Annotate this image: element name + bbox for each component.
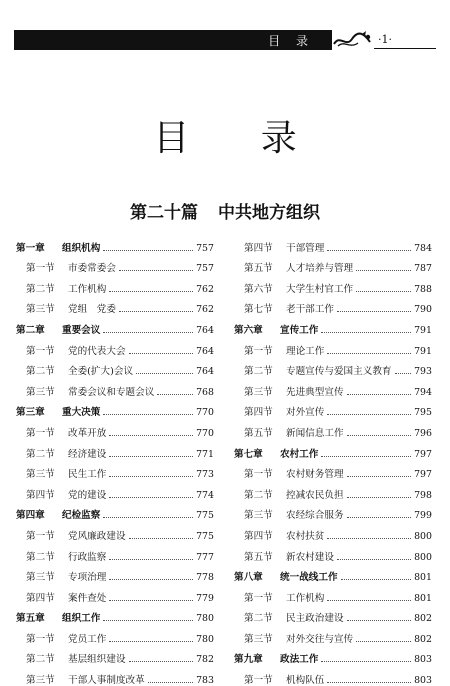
- dot-leader: [337, 311, 411, 312]
- toc-section-entry: [16, 336, 214, 357]
- entry-page: 787: [414, 263, 432, 275]
- entry-number: 第三节: [244, 510, 273, 522]
- entry-title: 控减农民负担: [286, 489, 344, 501]
- toc-section-entry: [16, 563, 214, 584]
- dot-leader: [347, 435, 412, 436]
- running-header: [14, 30, 436, 50]
- entry-number: 第四节: [26, 592, 55, 604]
- entry-page: 764: [196, 324, 214, 336]
- entry-number: 第一节: [244, 469, 273, 481]
- entry-number: 第三节: [26, 675, 55, 686]
- dot-leader: [327, 682, 411, 683]
- entry-number: 第三节: [26, 469, 55, 481]
- dot-leader: [321, 332, 411, 333]
- dot-leader: [337, 559, 411, 560]
- toc-chapter-entry: [16, 233, 214, 254]
- dot-leader: [129, 353, 194, 354]
- entry-page: 779: [196, 592, 214, 604]
- entry-number: 第四节: [244, 530, 273, 542]
- toc-section-entry: [16, 439, 214, 460]
- entry-page: 775: [196, 510, 214, 522]
- entry-title: 组织工作: [62, 613, 101, 625]
- entry-title: 经济建设: [68, 448, 107, 460]
- entry-title: 案件查处: [68, 592, 107, 604]
- entry-page: 770: [196, 407, 214, 419]
- entry-title: 重大决策: [62, 407, 101, 419]
- toc-section-entry: [234, 254, 432, 275]
- entry-number: 第一节: [244, 345, 273, 357]
- entry-number: 第五节: [244, 263, 273, 275]
- entry-number: 第八章: [234, 572, 263, 584]
- toc-chapter-entry: [234, 315, 432, 336]
- entry-title: 大学生村官工作: [286, 283, 354, 295]
- entry-title: 党风廉政建设: [68, 530, 126, 542]
- entry-page: 802: [414, 633, 432, 645]
- toc-section-entry: [234, 624, 432, 645]
- entry-title: 专题宣传与爱国主义教育: [286, 366, 392, 378]
- dot-leader: [119, 270, 193, 271]
- toc-section-entry: [16, 542, 214, 563]
- toc-section-entry: [234, 377, 432, 398]
- entry-page: 793: [414, 366, 432, 378]
- entry-page: 790: [414, 304, 432, 316]
- entry-title: 对外交往与宣传: [286, 633, 354, 645]
- toc-chapter-entry: [16, 398, 214, 419]
- dot-leader: [356, 291, 411, 292]
- toc-section-entry: [16, 645, 214, 666]
- toc-section-entry: [234, 665, 432, 686]
- toc-section-entry: [234, 604, 432, 625]
- entry-page: 803: [414, 654, 432, 666]
- toc-chapter-entry: [16, 604, 214, 625]
- entry-page: 762: [196, 283, 214, 295]
- toc-section-entry: [16, 295, 214, 316]
- entry-title: 改革开放: [68, 427, 107, 439]
- page-number: ·1·: [378, 33, 392, 46]
- dot-leader: [395, 373, 412, 374]
- entry-page: 783: [196, 675, 214, 686]
- entry-title: 党的建设: [68, 489, 107, 501]
- dot-leader: [157, 394, 193, 395]
- toc-section-entry: [234, 501, 432, 522]
- entry-page: 757: [196, 242, 214, 254]
- entry-title: 民生工作: [68, 469, 107, 481]
- entry-title: 工作机构: [286, 592, 325, 604]
- entry-page: 770: [196, 427, 214, 439]
- entry-number: 第七章: [234, 448, 263, 460]
- entry-number: 第二节: [26, 283, 55, 295]
- toc-section-entry: [16, 357, 214, 378]
- entry-title: 基层组织建设: [68, 654, 126, 666]
- dot-leader: [347, 497, 412, 498]
- entry-title: 民主政治建设: [286, 613, 344, 625]
- entry-title: 工作机构: [68, 283, 107, 295]
- toc-section-entry: [16, 624, 214, 645]
- entry-number: 第六章: [234, 324, 263, 336]
- entry-number: 第一节: [26, 633, 55, 645]
- entry-title: 对外宣传: [286, 407, 325, 419]
- toc-section-entry: [234, 357, 432, 378]
- page-title: 目 录: [153, 118, 327, 159]
- entry-page: 773: [196, 469, 214, 481]
- entry-page: 800: [414, 530, 432, 542]
- entry-page: 802: [414, 613, 432, 625]
- entry-number: 第四章: [16, 510, 45, 522]
- entry-number: 第一节: [26, 427, 55, 439]
- entry-page: 796: [414, 427, 432, 439]
- toc-section-entry: [234, 521, 432, 542]
- entry-number: 第五章: [16, 613, 45, 625]
- entry-page: 799: [414, 510, 432, 522]
- toc-section-entry: [234, 274, 432, 295]
- entry-title: 新闻信息工作: [286, 427, 344, 439]
- toc-section-entry: [234, 542, 432, 563]
- entry-title: 农村扶贫: [286, 530, 325, 542]
- part-title: 第二十篇 中共地方组织: [130, 203, 320, 223]
- entry-page: 778: [196, 572, 214, 584]
- dot-leader: [109, 497, 193, 498]
- entry-page: 803: [414, 675, 432, 686]
- entry-title: 统一战线工作: [280, 572, 338, 584]
- dot-leader: [321, 456, 411, 457]
- entry-page: 797: [414, 469, 432, 481]
- entry-title: 全委(扩大)会议: [68, 366, 134, 378]
- toc-section-entry: [234, 336, 432, 357]
- entry-page: 788: [414, 283, 432, 295]
- dot-leader: [347, 476, 412, 477]
- toc-section-entry: [234, 583, 432, 604]
- entry-number: 第三节: [244, 386, 273, 398]
- entry-page: 784: [414, 242, 432, 254]
- entry-title: 专项治理: [68, 572, 107, 584]
- dot-leader: [109, 456, 193, 457]
- dot-leader: [356, 641, 411, 642]
- entry-page: 780: [196, 613, 214, 625]
- entry-title: 市委常委会: [68, 263, 116, 275]
- entry-number: 第四节: [26, 489, 55, 501]
- dot-leader: [103, 250, 193, 251]
- entry-number: 第一节: [26, 263, 55, 275]
- entry-number: 第六节: [244, 283, 273, 295]
- entry-number: 第三节: [26, 304, 55, 316]
- entry-number: 第一节: [26, 530, 55, 542]
- entry-title: 党的代表大会: [68, 345, 126, 357]
- entry-page: 777: [196, 551, 214, 563]
- entry-title: 农村财务管理: [286, 469, 344, 481]
- entry-number: 第一节: [244, 675, 273, 686]
- dot-leader: [109, 476, 193, 477]
- entry-page: 795: [414, 407, 432, 419]
- dot-leader: [109, 579, 193, 580]
- entry-number: 第三节: [244, 633, 273, 645]
- entry-number: 第二节: [26, 448, 55, 460]
- header-bar: [14, 30, 332, 50]
- entry-page: 762: [196, 304, 214, 316]
- toc-section-entry: [234, 295, 432, 316]
- entry-page: 791: [414, 345, 432, 357]
- toc-column-right: [234, 233, 432, 686]
- entry-page: 757: [196, 263, 214, 275]
- toc-section-entry: [16, 480, 214, 501]
- entry-page: 800: [414, 551, 432, 563]
- header-rule: [374, 48, 436, 49]
- dot-leader: [347, 394, 412, 395]
- dot-leader: [119, 311, 193, 312]
- toc-section-entry: [16, 274, 214, 295]
- dot-leader: [109, 435, 193, 436]
- toc-chapter-entry: [234, 439, 432, 460]
- entry-number: 第五节: [244, 427, 273, 439]
- entry-title: 常委会议和专题会议: [68, 386, 155, 398]
- dot-leader: [341, 579, 412, 580]
- entry-number: 第三章: [16, 407, 45, 419]
- dot-leader: [103, 620, 193, 621]
- toc-chapter-entry: [234, 563, 432, 584]
- dot-leader: [327, 538, 411, 539]
- toc-section-entry: [234, 398, 432, 419]
- entry-number: 第二节: [26, 654, 55, 666]
- dot-leader: [129, 538, 194, 539]
- toc-section-entry: [16, 377, 214, 398]
- dot-leader: [109, 600, 193, 601]
- entry-title: 组织机构: [62, 242, 101, 254]
- entry-number: 第一章: [16, 242, 45, 254]
- entry-page: 794: [414, 386, 432, 398]
- entry-number: 第三节: [26, 386, 55, 398]
- dot-leader: [109, 641, 193, 642]
- dot-leader: [109, 559, 193, 560]
- entry-title: 理论工作: [286, 345, 325, 357]
- toc-section-entry: [16, 418, 214, 439]
- toc-section-entry: [16, 521, 214, 542]
- entry-page: 775: [196, 530, 214, 542]
- entry-page: 791: [414, 324, 432, 336]
- dot-leader: [356, 270, 411, 271]
- dot-leader: [327, 600, 411, 601]
- entry-title: 老干部工作: [286, 304, 334, 316]
- entry-number: 第一节: [244, 592, 273, 604]
- entry-number: 第二节: [26, 551, 55, 563]
- toc-section-entry: [16, 665, 214, 686]
- entry-page: 764: [196, 366, 214, 378]
- dot-leader: [103, 332, 193, 333]
- dot-leader: [103, 517, 193, 518]
- entry-number: 第二章: [16, 324, 45, 336]
- entry-title: 重要会议: [62, 324, 101, 336]
- entry-title: 纪检监察: [62, 510, 101, 522]
- entry-page: 797: [414, 448, 432, 460]
- toc-section-entry: [234, 233, 432, 254]
- entry-page: 801: [414, 592, 432, 604]
- entry-number: 第二节: [244, 366, 273, 378]
- toc-section-entry: [234, 418, 432, 439]
- entry-title: 人才培养与管理: [286, 263, 354, 275]
- entry-number: 第四节: [244, 407, 273, 419]
- entry-title: 机构队伍: [286, 675, 325, 686]
- dot-leader: [136, 373, 193, 374]
- dot-leader: [103, 414, 193, 415]
- dot-leader: [109, 291, 193, 292]
- entry-title: 先进典型宣传: [286, 386, 344, 398]
- dragon-ornament-icon: [332, 30, 374, 50]
- entry-title: 党员工作: [68, 633, 107, 645]
- dot-leader: [148, 682, 193, 683]
- entry-number: 第三节: [26, 572, 55, 584]
- entry-page: 798: [414, 489, 432, 501]
- entry-page: 801: [414, 572, 432, 584]
- toc-section-entry: [16, 254, 214, 275]
- entry-page: 780: [196, 633, 214, 645]
- dot-leader: [347, 620, 412, 621]
- entry-title: 行政监察: [68, 551, 107, 563]
- entry-number: 第二节: [244, 489, 273, 501]
- entry-number: 第四节: [244, 242, 273, 254]
- entry-number: 第五节: [244, 551, 273, 563]
- toc-chapter-entry: [16, 315, 214, 336]
- entry-number: 第一节: [26, 345, 55, 357]
- entry-number: 第二节: [26, 366, 55, 378]
- entry-page: 768: [196, 386, 214, 398]
- toc-chapter-entry: [16, 501, 214, 522]
- toc-section-entry: [16, 583, 214, 604]
- entry-number: 第九章: [234, 654, 263, 666]
- entry-title: 政法工作: [280, 654, 319, 666]
- dot-leader: [347, 517, 412, 518]
- entry-page: 771: [196, 448, 214, 460]
- entry-title: 干部人事制度改革: [68, 675, 145, 686]
- entry-number: 第七节: [244, 304, 273, 316]
- dot-leader: [327, 353, 411, 354]
- entry-page: 764: [196, 345, 214, 357]
- header-label: 目 录: [268, 34, 314, 48]
- entry-title: 农村工作: [280, 448, 319, 460]
- entry-page: 782: [196, 654, 214, 666]
- toc-chapter-entry: [234, 645, 432, 666]
- entry-page: 774: [196, 489, 214, 501]
- toc-column-left: [16, 233, 214, 686]
- entry-title: 干部管理: [286, 242, 325, 254]
- entry-title: 党组 党委: [68, 304, 116, 316]
- dot-leader: [327, 250, 411, 251]
- toc-section-entry: [234, 480, 432, 501]
- toc-section-entry: [234, 460, 432, 481]
- toc-section-entry: [16, 460, 214, 481]
- entry-title: 新农村建设: [286, 551, 334, 563]
- entry-title: 宣传工作: [280, 324, 319, 336]
- dot-leader: [327, 414, 411, 415]
- entry-number: 第二节: [244, 613, 273, 625]
- entry-title: 农经综合服务: [286, 510, 344, 522]
